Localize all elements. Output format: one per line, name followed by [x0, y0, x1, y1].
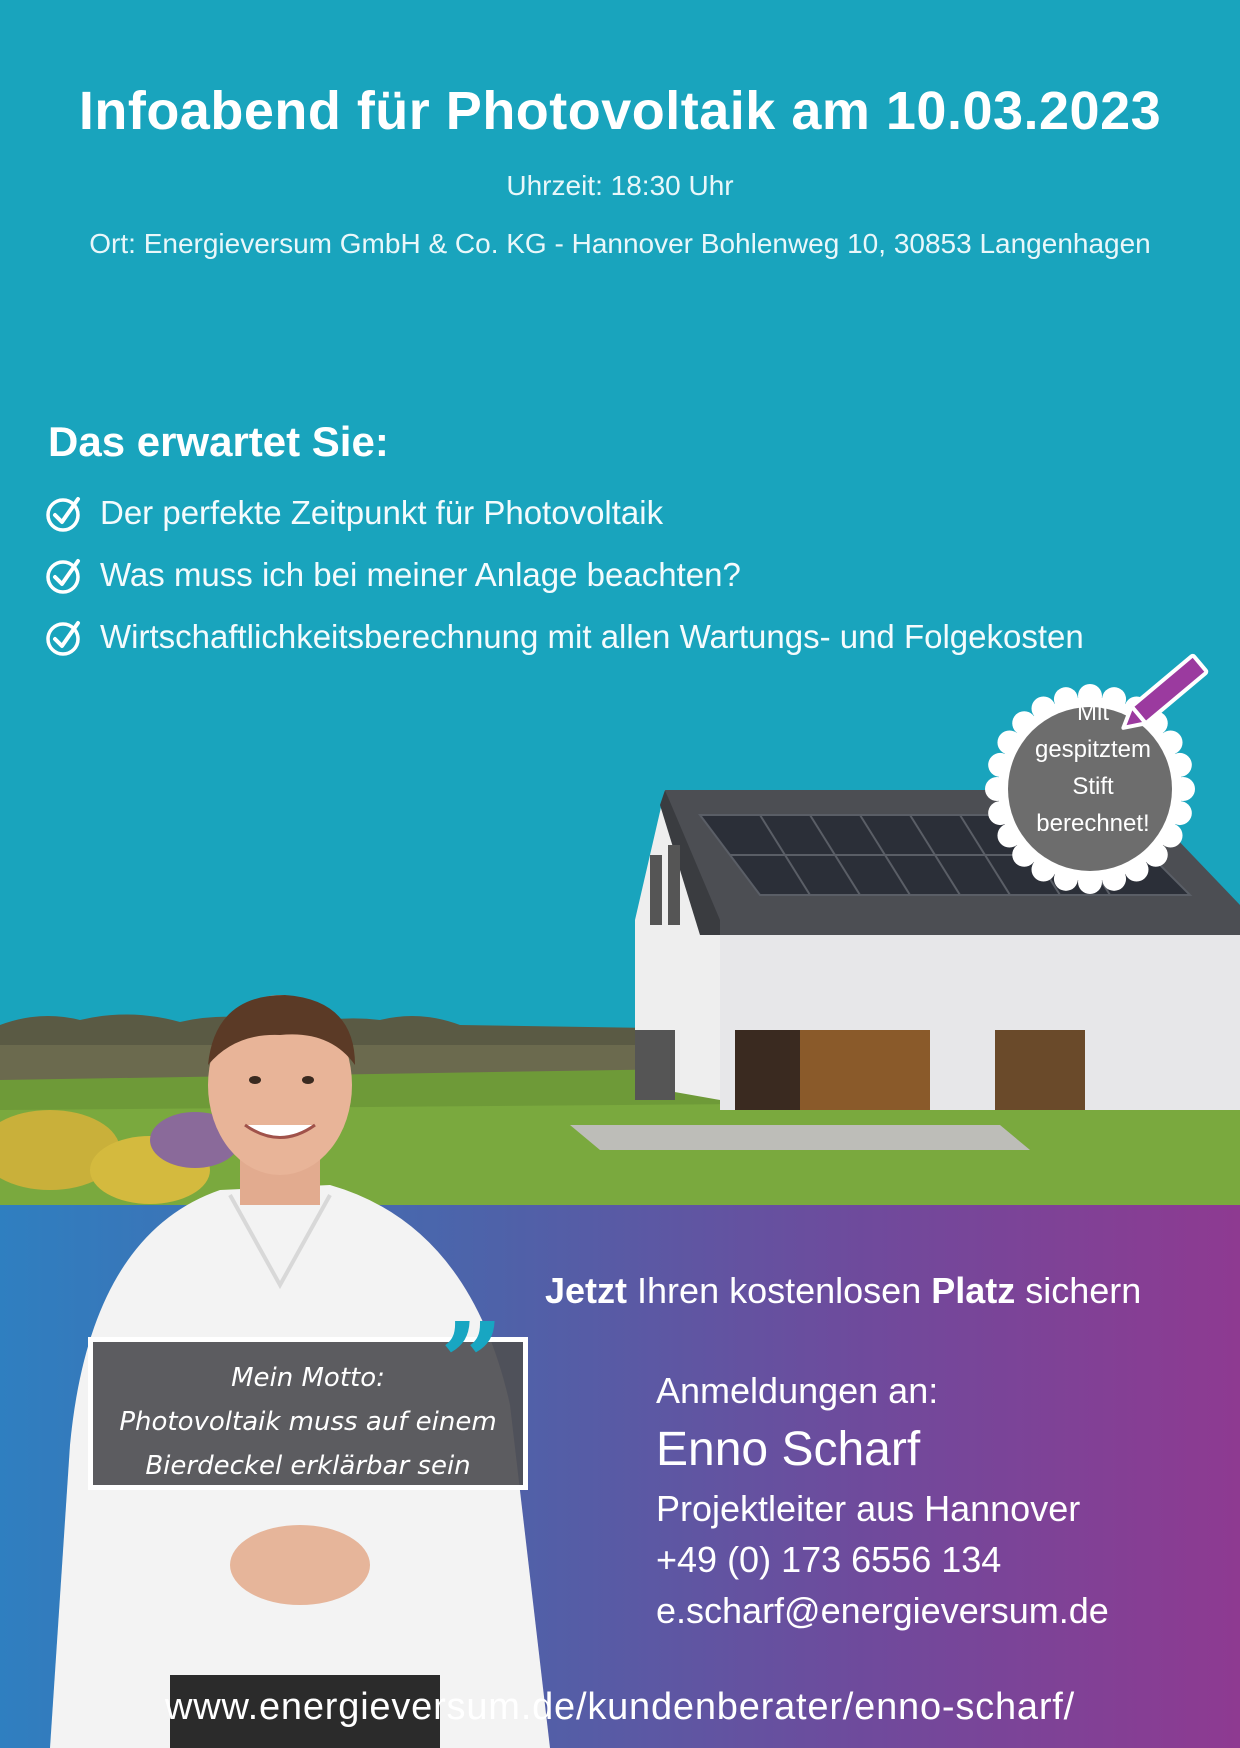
agenda-item	[44, 482, 1084, 544]
cta-text-part: Ihren kostenlosen	[627, 1270, 932, 1311]
quote-mark-icon: ”	[440, 1298, 504, 1427]
badge-line: Stift	[1072, 773, 1114, 800]
agenda-item-label: Der perfekte Zeitpunkt für Photovoltaik	[100, 494, 664, 531]
motto-line: Mein Motto:	[231, 1363, 385, 1393]
badge-line: Mit	[1077, 699, 1109, 726]
agenda-item	[44, 606, 1084, 668]
badge-line: gespitztem	[1034, 736, 1152, 763]
agenda-heading: Das erwartet Sie:	[48, 418, 389, 465]
check-circle-icon	[44, 555, 84, 595]
agenda-item-label: Was muss ich bei meiner Anlage beachten?	[100, 556, 741, 593]
contact-email: e.scharf@energieversum.de	[656, 1590, 1109, 1631]
cta-strong: Platz	[931, 1270, 1016, 1311]
check-circle-icon	[44, 493, 84, 533]
motto-line: Photovoltaik muss auf einem	[119, 1407, 497, 1437]
cta-text	[545, 1270, 1141, 1312]
event-location: Ort: Energieversum GmbH & Co. KG - Hannover Bohlenweg 10, 30853 Langenhagen	[89, 228, 1151, 259]
agenda-item	[44, 544, 1084, 606]
contact-block	[656, 1370, 1109, 1641]
registration-label: Anmeldungen an:	[656, 1370, 939, 1411]
check-circle-icon	[44, 617, 84, 657]
agenda-item-label: Wirtschaftlichkeitsberechnung mit allen Wartungs- und Folgekosten	[100, 618, 1084, 655]
event-title: Infoabend für Photovoltaik am 10.03.2023	[78, 81, 1162, 141]
contact-name: Enno Scharf	[656, 1423, 921, 1476]
agenda-list	[44, 482, 1084, 668]
motto-line: Bierdeckel erklärbar sein	[145, 1451, 471, 1481]
event-time: Uhrzeit: 18:30 Uhr	[506, 170, 734, 201]
contact-role: Projektleiter aus Hannover	[656, 1488, 1081, 1529]
contact-phone: +49 (0) 173 6556 134	[656, 1539, 1002, 1580]
website-url: www.energieversum.de/kundenberater/enno-scharf/	[165, 1686, 1075, 1728]
cta-text-part: sichern	[1015, 1270, 1142, 1311]
cta-strong: Jetzt	[545, 1270, 628, 1311]
pencil-icon	[1110, 640, 1230, 740]
badge-line: berechnet!	[1036, 810, 1150, 837]
